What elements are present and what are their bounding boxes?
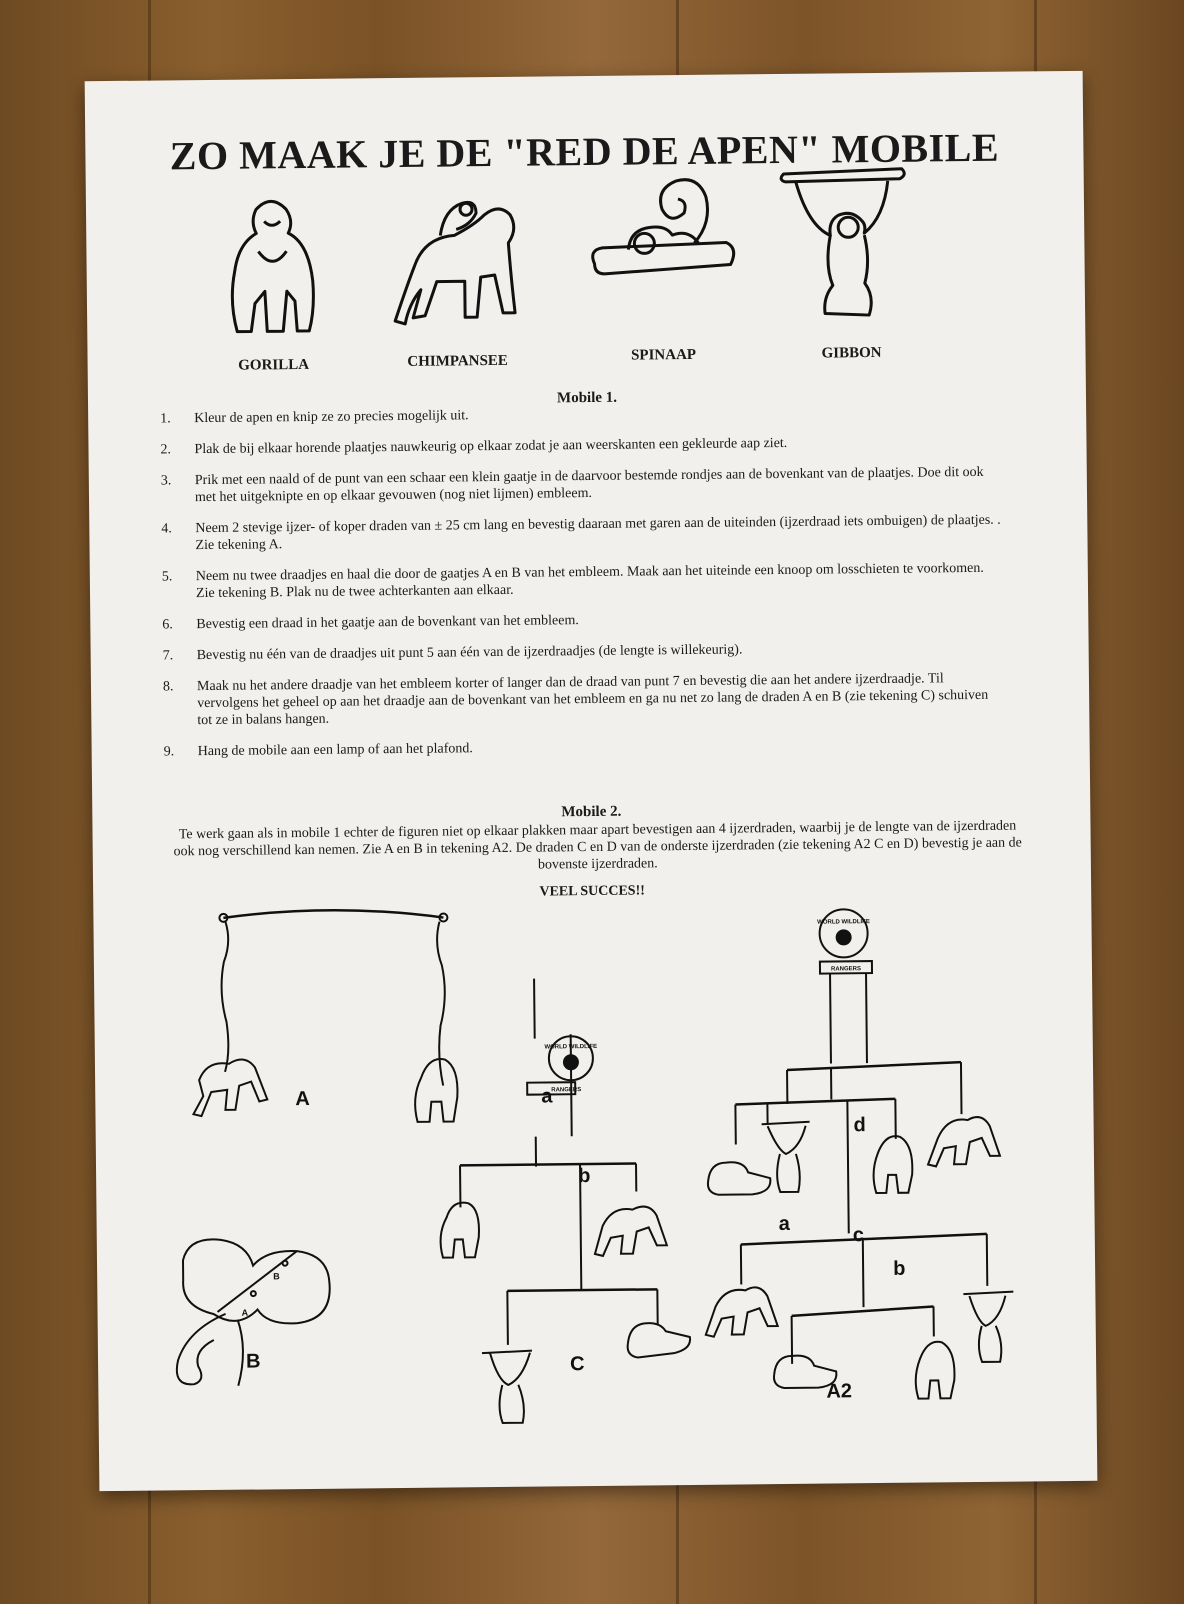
emblem-text: RANGERS: [830, 966, 862, 973]
label-lower-b: b: [578, 1165, 591, 1188]
step-text: Neem 2 stevige ijzer- of koper draden van ± 25 cm lang en bevestig daaraan met garen aan de uiteinden (ijzerdraad iets ombuigen) de plaatjes. . Zie tekening A.: [195, 512, 1001, 554]
ape-label: GORILLA: [238, 356, 310, 374]
hole-label-b: B: [273, 1271, 280, 1282]
step-text: Hang de mobile aan een lamp of aan het plafond.: [197, 741, 473, 760]
label-lower-b2: b: [893, 1257, 906, 1280]
step-number: 2.: [160, 442, 172, 458]
step-number: 8.: [162, 679, 174, 695]
list-item: [161, 464, 1001, 507]
list-item: [164, 735, 1004, 761]
label-a: A: [295, 1087, 310, 1111]
step-number: 6.: [162, 617, 173, 633]
ape-label: GIBBON: [821, 344, 882, 362]
drawing-a2: [701, 908, 1014, 1401]
emblem-text: RANGERS: [551, 1087, 582, 1094]
step-text: Bevestig nu één van de draadjes uit punt 5 aan één van de ijzerdraadjes (de lengte is willekeurig).: [196, 642, 743, 664]
mobile1-heading: Mobile 1.: [556, 389, 618, 407]
instruction-list: [160, 402, 1004, 775]
step-number: 7.: [162, 648, 174, 664]
list-item: [163, 639, 1003, 665]
hole-label-a: A: [241, 1307, 249, 1318]
label-lower-a2: a: [778, 1212, 790, 1236]
list-item: [160, 433, 1000, 459]
step-number: 5.: [161, 569, 173, 585]
label-lower-a: a: [541, 1085, 553, 1108]
step-number: 4.: [161, 521, 172, 537]
list-item: [162, 560, 1002, 603]
gibbon-icon: [778, 165, 910, 326]
assembly-diagrams: [93, 901, 1097, 1471]
step-number: 3.: [160, 473, 172, 489]
spider-monkey-icon: [588, 172, 739, 304]
closing-text: VEEL SUCCES!!: [539, 883, 645, 900]
step-text: Maak nu het andere draadje van het embleem korter of langer dan de draad van punt 7 en bevestig die aan het andere ijzerdraadje. Til vervolgens het geheel op aan het draadje aan de bovenkant van het embleem en ga nu net zo lang de draden A en B (zie tekening C) schuiven tot ze in balans hangen.: [196, 671, 989, 729]
step-text: Neem nu twee draadjes en haal die door de gaatjes A en B van het embleem. Maak aan het uiteinde een knoop om losschieten te voorkomen. Zie tekening B. Plak nu de twee achterkanten aan elkaar.: [195, 560, 984, 602]
label-c: C: [569, 1353, 585, 1376]
list-item: [162, 608, 1002, 634]
step-text: Bevestig een draad in het gaatje aan de bovenkant van het embleem.: [196, 613, 579, 633]
emblem-text: WORLD WILDLIFE: [817, 919, 870, 926]
ape-label: CHIMPANSEE: [407, 352, 508, 370]
step-number: 1.: [160, 411, 171, 427]
step-text: Kleur de apen en knip ze zo precies mogelijk uit.: [194, 408, 469, 427]
label-a2: A2: [826, 1380, 853, 1403]
label-lower-d: d: [853, 1114, 866, 1137]
label-lower-c: c: [852, 1224, 865, 1247]
panda-icon: [562, 929, 853, 1070]
gorilla-icon: [216, 191, 328, 342]
drawing-a: [191, 909, 457, 1124]
instruction-sheet: [85, 71, 1098, 1491]
step-text: Plak de bij elkaar horende plaatjes nauwkeurig op elkaar zodat je aan weerskanten een gekleurde aap ziet.: [194, 435, 788, 458]
mobile2-instructions: Te werk gaan als in mobile 1 echter de figuren niet op elkaar plakken maar apart bevestigen aan 4 ijzerdraden, waarbij je de lengte van de ijzerdraden ook nog verschillend kan nemen. Zie A en B in tekening A2. De draden C en D van de onderste ijzerdraden (zie tekening A2 C en D) bevestig je aan de bovenste ijzerdraden.: [173, 818, 1022, 873]
emblem-text: WORLD WILDLIFE: [544, 1043, 598, 1051]
mobile2-heading: Mobile 2.: [561, 803, 622, 821]
step-text: Prik met een naald of de punt van een schaar een klein gaatje in de daarvoor bestemde rondjes aan de bovenkant van de plaatjes. Doe dit ook met het uitgeknipte en op elkaar gevouwen (nog niet lijmen) embleem.: [194, 464, 984, 506]
step-number: 9.: [163, 744, 175, 760]
ape-label: SPINAAP: [630, 346, 697, 364]
label-b: B: [245, 1350, 261, 1373]
page-title: ZO MAAK JE DE "RED DE APEN" MOBILE: [169, 124, 1000, 179]
chimpanzee-icon: [384, 185, 526, 336]
list-item: [161, 512, 1001, 555]
list-item: [163, 670, 1003, 730]
